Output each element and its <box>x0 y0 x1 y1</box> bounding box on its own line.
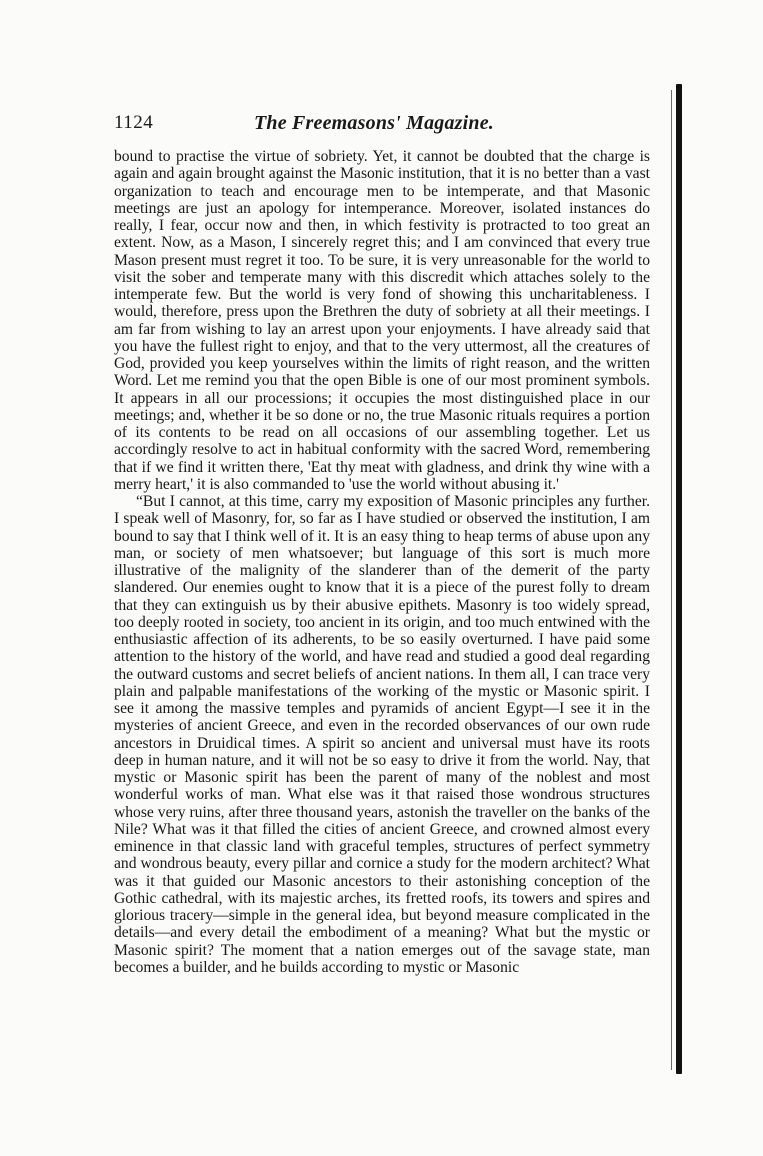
paragraph-sobriety: bound to practise the virtue of sobriety. Yet, it cannot be doubted that the charge is again and again brought against the Masonic institution, that it is no better than a vast organization to teach and encourage men to be intemperate, and that Masonic meetings are just an apology for intemperance. Moreover, isolated instances do really, I fear, occur now and then, in which festivity is protracted to too great an extent. Now, as a Mason, I sincerely regret this; and I am convinced that every true Mason present must regret it too. To be sure, it is very unreasonable for the world to visit the sober and temperate many with this discredit which attaches solely to the intemperate few. But the world is very fond of showing this uncharitableness. I would, therefore, press upon the Brethren the duty of sobriety at all their meetings. I am far from wishing to lay an arrest upon your enjoyments. I have already said that you have the fullest right to enjoy, and that to the very uttermost, all the creatures of God, provided you keep yourselves within the limits of right reason, and the written Word. Let me remind you that the open Bible is one of our most prominent symbols. It appears in all our processions; it occupies the most distinguished place in our meetings; and, whether it be so done or no, the true Masonic rituals requires a portion of its contents to be read on all occasions of our assembling together. Let us accordingly resolve to act in habitual conformity with the sacred Word, remembering that if we find it written there, 'Eat thy meat with gladness, and drink thy wine with a merry heart,' it is also commanded to 'use the world without abusing it.' <box>114 148 650 493</box>
page-edge-shadow <box>676 84 682 1074</box>
page-edge-shadow-line <box>671 90 672 1070</box>
running-title: The Freemasons' Magazine. <box>253 112 495 134</box>
page-number: 1124 <box>114 112 154 133</box>
page-header <box>114 112 644 142</box>
paragraph-masonic-spirit: “But I cannot, at this time, carry my exposition of Masonic principles any further. I speak well of Masonry, for, so far as I have studied or observed the institution, I am bound to say that I think well of it. It is an easy thing to heap terms of abuse upon any man, or society of men whatsoever; but language of this sort is much more illustrative of the malignity of the slanderer than of the demerit of the party slandered. Our enemies ought to know that it is a piece of the purest folly to dream that they can extinguish us by their abusive epithets. Masonry is too widely spread, too deeply rooted in society, too ancient in its origin, and too much entwined with the enthusiastic affection of its adherents, to be so easily overturned. I have paid some attention to the history of the world, and have read and studied a good deal regarding the outward customs and secret beliefs of ancient nations. In them all, I can trace very plain and palpable manifestations of the working of the mystic or Masonic spirit. I see it among the massive temples and pyramids of ancient Egypt—I see it in the mysteries of ancient Greece, and even in the recorded observances of our own rude ancestors in Druidical times. A spirit so ancient and universal must have its roots deep in human nature, and it will not be so easy to drive it from the world. Nay, that mystic or Masonic spirit has been the parent of many of the noblest and most wonderful works of man. What else was it that raised those wondrous structures whose very ruins, after three thousand years, astonish the traveller on the banks of the Nile? What was it that filled the cities of ancient Greece, and crowned almost every eminence in that classic land with graceful temples, structures of perfect symmetry and wondrous beauty, every pillar and cornice a study for the modern architect? What was it that guided our Masonic ancestors to their astonishing conception of the Gothic cathedral, with its majestic arches, its fretted roofs, its towers and spires and glorious tracery—simple in the general idea, but beyond measure complicated in the details—and every detail the embodiment of a meaning? What but the mystic or Masonic spirit? The moment that a nation emerges out of the savage state, man becomes a builder, and he builds according to mystic or Masonic <box>114 493 650 976</box>
article-body <box>114 148 650 976</box>
